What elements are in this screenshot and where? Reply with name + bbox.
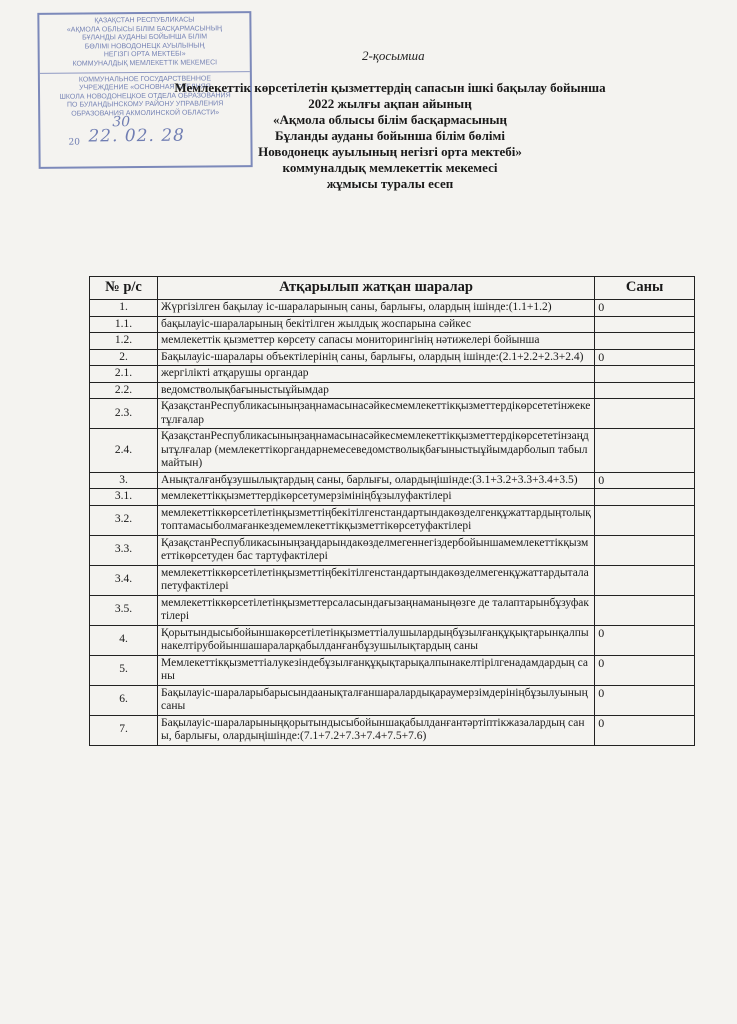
table-row	[90, 429, 695, 473]
row-number-cell: 3.4.	[90, 565, 158, 595]
row-count-cell	[595, 366, 695, 383]
stamp-line: ШКОЛА НОВОДОНЕЦКОЕ ОТДЕЛА ОБРАЗОВАНИЯ	[59, 92, 231, 101]
table-row	[90, 655, 695, 685]
table-row	[90, 366, 695, 383]
row-number-cell: 3.2.	[90, 505, 158, 535]
row-count-cell: 0	[595, 685, 695, 715]
row-description-cell: бақылауіс-шараларының бекітілген жылдық жоспарына сәйкес	[158, 316, 595, 333]
row-count-cell: 0	[595, 625, 695, 655]
table-row	[90, 565, 695, 595]
row-count-cell: 0	[595, 349, 695, 366]
row-description-cell: ведомстволықбағыныстыұйымдар	[158, 382, 595, 399]
stamp-line: ПО БУЛАНДЫНСКОМУ РАЙОНУ УПРАВЛЕНИЯ	[66, 100, 224, 110]
row-count-cell	[595, 429, 695, 473]
stamp-line: ҚАЗАҚСТАН РЕСПУБЛИКАСЫ	[94, 16, 195, 25]
row-number-cell: 7.	[90, 715, 158, 745]
row-number-cell: 2.1.	[90, 366, 158, 383]
stamp-year-prefix: 20	[68, 137, 80, 148]
row-number-cell: 3.	[90, 472, 158, 489]
row-description-cell: ҚазақстанРеспубликасыныңзаңнамасынасәйкесмемлекеттікқызметтердікөрсететінжекетұлғалар	[158, 399, 595, 429]
row-description-cell: Мемлекеттікқызметтіалукезіндебұзылғанқұқықтарықалпынакелтірілгенадамдардың саны	[158, 655, 595, 685]
row-description-cell: Қорытындысыбойыншакөрсетілетінқызметтіалушылардыңбұзылғанқұқықтарынқалпынакелтірубойыншашараларқабылданғанбұзушылықтардың саны	[158, 625, 595, 655]
row-number-cell: 6.	[90, 685, 158, 715]
title-line: Новодонецк ауылының негізгі орта мектебі»	[258, 144, 522, 159]
row-number-cell: 3.1.	[90, 489, 158, 506]
row-number-cell: 2.2.	[90, 382, 158, 399]
row-count-cell	[595, 595, 695, 625]
row-count-cell	[595, 333, 695, 350]
row-count-cell	[595, 382, 695, 399]
table-row	[90, 625, 695, 655]
row-description-cell: мемлекеттіккөрсетілетінқызметтерсаласындағызаңнаманыңөзге де талаптарынбұзуфактілері	[158, 595, 595, 625]
row-description-cell: ҚазақстанРеспубликасыныңзаңнамасынасәйкесмемлекеттікқызметтердікөрсететінзаңдытұлғалар (мемлекеттікоргандарнемесеведомстволықбағыныстыұйымдарболып табылмайтын)	[158, 429, 595, 473]
table-row	[90, 349, 695, 366]
table-body	[90, 300, 695, 746]
row-count-cell	[595, 505, 695, 535]
row-number-cell: 2.3.	[90, 399, 158, 429]
title-line: коммуналдық мемлекеттік мекемесі	[282, 160, 498, 175]
row-description-cell: мемлекеттік қызметтер көрсету сапасы мониторингінің нәтижелері бойынша	[158, 333, 595, 350]
row-count-cell	[595, 535, 695, 565]
stamp-line: КОММУНАЛЬНОЕ ГОСУДАРСТВЕННОЕ	[78, 74, 212, 84]
row-number-cell: 3.5.	[90, 595, 158, 625]
title-line: «Ақмола облысы білім басқармасының	[273, 112, 507, 127]
table-header-row	[90, 277, 695, 300]
table-row	[90, 333, 695, 350]
table-row	[90, 399, 695, 429]
row-number-cell: 5.	[90, 655, 158, 685]
table-row	[90, 472, 695, 489]
stamp-line: КОММУНАЛДЫҚ МЕМЛЕКЕТТІК МЕКЕМЕСІ	[72, 59, 218, 68]
table-row	[90, 685, 695, 715]
row-number-cell: 3.3.	[90, 535, 158, 565]
row-description-cell: ҚазақстанРеспубликасыныңзаңдарындакөзделмегеннегіздербойыншамемлекеттікқызметтікөрсетуден бас тартуфактілері	[158, 535, 595, 565]
table-row	[90, 300, 695, 317]
stamp-line: УЧРЕЖДЕНИЕ «ОСНОВНАЯ СРЕДНЯЯ	[79, 83, 211, 92]
row-description-cell: жергілікті атқарушы органдар	[158, 366, 595, 383]
row-count-cell: 0	[595, 655, 695, 685]
row-count-cell	[595, 489, 695, 506]
row-number-cell: 2.4.	[90, 429, 158, 473]
stamp-line: ОБРАЗОВАНИЯ АКМОЛИНСКОЙ ОБЛАСТИ»	[71, 109, 220, 118]
stamp-top-text	[39, 13, 249, 69]
table-row	[90, 316, 695, 333]
header-measures: Атқарылып жатқан шаралар	[158, 277, 595, 300]
table-row	[90, 382, 695, 399]
row-count-cell	[595, 399, 695, 429]
row-description-cell: мемлекеттіккөрсетілетінқызметтіңбекітілгенстандартындакөзделгенқұжаттардыңтолықтоптамасыболмағанкездемемлекеттікқызметтікөрсетуфактілері	[158, 505, 595, 535]
title-line: 2022 жылғы ақпан айының	[308, 96, 472, 111]
row-number-cell: 1.2.	[90, 333, 158, 350]
row-description-cell: мемлекеттікқызметтердікөрсетумерзімініңбұзылуфактілері	[158, 489, 595, 506]
row-number-cell: 4.	[90, 625, 158, 655]
stamp-line: БҰЛАНДЫ АУДАНЫ БОЙЫНША БІЛІМ	[82, 33, 208, 42]
row-number-cell: 1.	[90, 300, 158, 317]
row-count-cell: 0	[595, 472, 695, 489]
row-description-cell: Бақылауіс-шаралары объектілерінің саны, барлығы, олардың ішінде:(2.1+2.2+2.3+2.4)	[158, 349, 595, 366]
row-count-cell: 0	[595, 300, 695, 317]
annex-label: 2-қосымша	[362, 48, 425, 63]
table-row	[90, 535, 695, 565]
table-row	[90, 715, 695, 745]
stamp-line: БӨЛІМІ НОВОДОНЕЦК АУЫЛЫНЫҢ	[84, 42, 205, 51]
title-line: Бұланды ауданы бойынша білім бөлімі	[274, 128, 506, 143]
row-description-cell: мемлекеттіккөрсетілетінқызметтіңбекітілгенстандартындакөзделмегенқұжаттардыталапетуфактілері	[158, 565, 595, 595]
header-number: № р/с	[90, 277, 158, 300]
document-title	[150, 80, 630, 192]
stamp-handwritten-number: 30	[112, 114, 131, 131]
row-description-cell: Анықталғанбұзушылықтардың саны, барлығы, олардыңішінде:(3.1+3.2+3.3+3.4+3.5)	[158, 472, 595, 489]
title-line: Мемлекеттік көрсетілетін қызметтердің сапасын ішкі бақылау бойынша	[174, 80, 606, 95]
header-count: Саны	[595, 277, 695, 300]
title-line: жұмысы туралы есеп	[326, 176, 454, 191]
stamp-line: НЕГІЗГІ ОРТА МЕКТЕБІ»	[103, 51, 186, 59]
row-number-cell: 2.	[90, 349, 158, 366]
table-row	[90, 505, 695, 535]
stamp-handwritten-date: 22. 02. 28	[88, 125, 186, 147]
row-count-cell: 0	[595, 715, 695, 745]
report-table	[89, 276, 695, 746]
row-description-cell: Жүргізілген бақылау іс-шараларының саны, барлығы, олардың ішінде:(1.1+1.2)	[158, 300, 595, 317]
table-row	[90, 489, 695, 506]
table-row	[90, 595, 695, 625]
row-count-cell	[595, 565, 695, 595]
row-description-cell: Бақылауіс-шараларыбарысындаанықталғаншаралардықараумерзімдерініңбұзылуының саны	[158, 685, 595, 715]
row-count-cell	[595, 316, 695, 333]
stamp-line: «АҚМОЛА ОБЛЫСЫ БІЛІМ БАСҚАРМАСЫНЫҢ	[66, 24, 223, 34]
row-number-cell: 1.1.	[90, 316, 158, 333]
row-description-cell: Бақылауіс-шараларыныңқорытындысыбойыншақабылданғантәртіптікжазалардың саны, барлығы, олардыңішінде:(7.1+7.2+7.3+7.4+7.5+7.6)	[158, 715, 595, 745]
